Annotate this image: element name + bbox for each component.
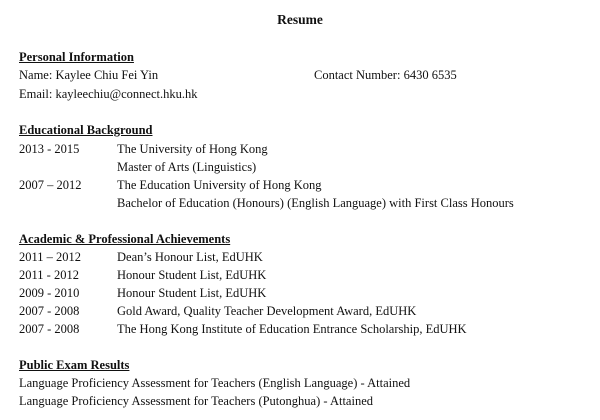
education-degree: Master of Arts (Linguistics): [117, 160, 257, 174]
achievement-text: Gold Award, Quality Teacher Development Award, EdUHK: [117, 304, 417, 318]
section-heading-educational-background: Educational Background: [19, 123, 153, 137]
exam-result: Language Proficiency Assessment for Teachers (Putonghua) - Attained: [19, 394, 374, 408]
education-years: 2013 - 2015: [19, 142, 80, 156]
personal-contact-number: Contact Number: 6430 6535: [314, 68, 457, 82]
achievement-text: Dean’s Honour List, EdUHK: [117, 250, 263, 264]
exam-result: Language Proficiency Assessment for Teachers (English Language) - Attained: [19, 376, 411, 390]
achievement-text: Honour Student List, EdUHK: [117, 286, 267, 300]
achievement-years: 2011 - 2012: [19, 268, 79, 282]
achievement-text: The Hong Kong Institute of Education Entrance Scholarship, EdUHK: [117, 322, 467, 336]
section-heading-achievements: Academic & Professional Achievements: [19, 232, 231, 246]
education-institution: The University of Hong Kong: [117, 142, 268, 156]
achievement-years: 2007 - 2008: [19, 322, 80, 336]
document-title: Resume: [277, 12, 323, 27]
achievement-years: 2007 - 2008: [19, 304, 80, 318]
achievement-years: 2009 - 2010: [19, 286, 80, 300]
section-heading-personal-information: Personal Information: [19, 50, 134, 64]
achievement-text: Honour Student List, EdUHK: [117, 268, 267, 282]
education-years: 2007 – 2012: [19, 178, 82, 192]
achievement-years: 2011 – 2012: [19, 250, 82, 264]
section-heading-public-exam-results: Public Exam Results: [19, 358, 130, 372]
personal-name: Name: Kaylee Chiu Fei Yin: [19, 68, 159, 82]
personal-email: Email: kayleechiu@connect.hku.hk: [19, 87, 198, 101]
education-degree: Bachelor of Education (Honours) (English Language) with First Class Honours: [117, 196, 514, 210]
education-institution: The Education University of Hong Kong: [117, 178, 322, 192]
